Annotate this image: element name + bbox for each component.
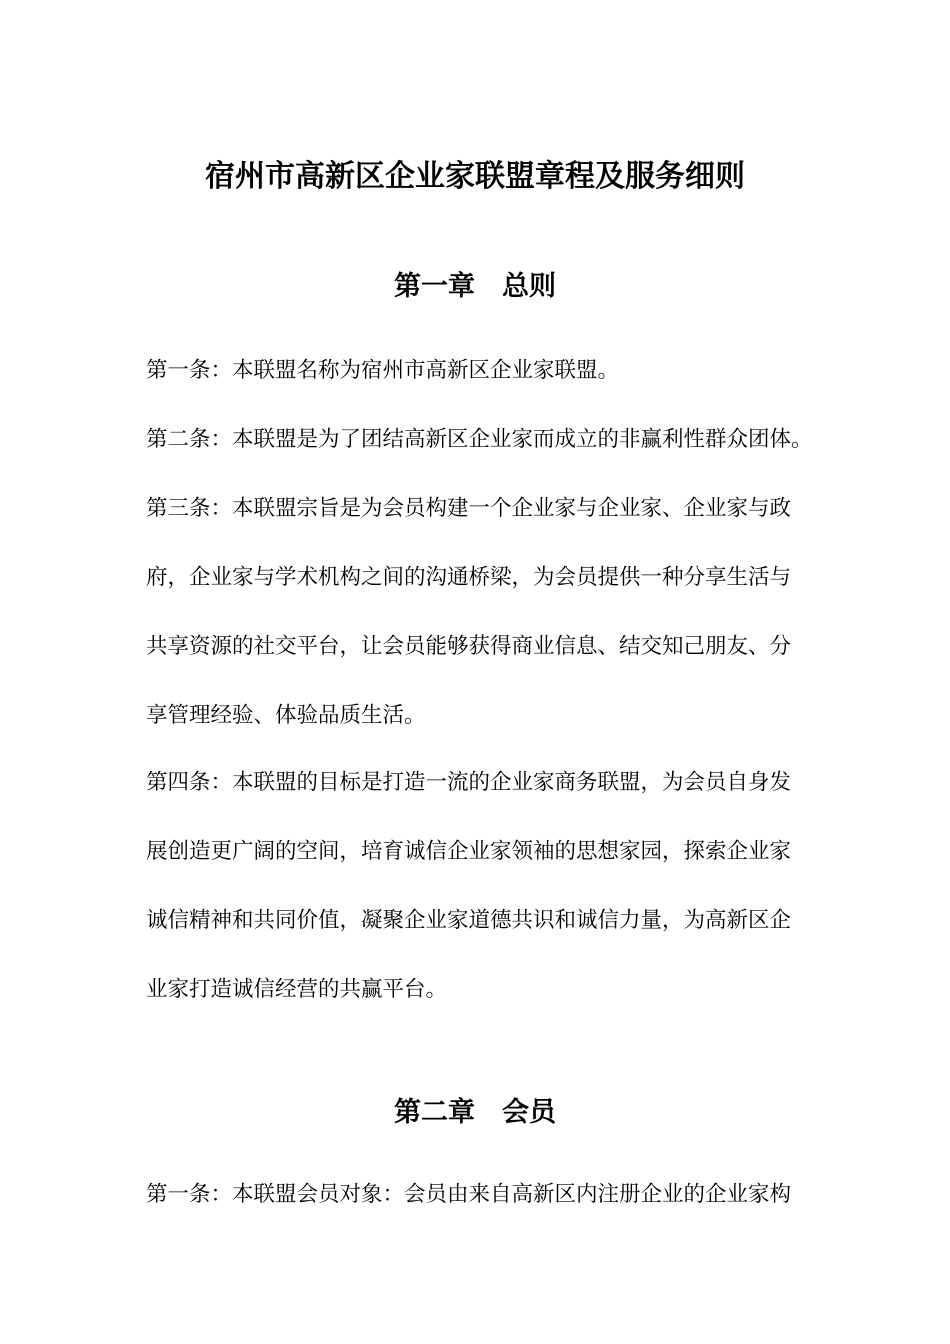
text-line: 第一条：本联盟名称为宿州市高新区企业家联盟。 bbox=[146, 358, 620, 383]
text-line: 第三条：本联盟宗旨是为会员构建一个企业家与企业家、企业家与政 bbox=[146, 496, 792, 521]
text-line: 第四条：本联盟的目标是打造一流的企业家商务联盟，为会员自身发 bbox=[146, 770, 792, 795]
text-line: 第二条：本联盟是为了团结高新区企业家而成立的非赢利性群众团体。 bbox=[146, 427, 813, 452]
chapter-heading-1: 第一章 总则 bbox=[394, 271, 556, 302]
text-line: 诚信精神和共同价值，凝聚企业家道德共识和诚信力量，为高新区企 bbox=[146, 908, 792, 933]
document-title: 宿州市高新区企业家联盟章程及服务细则 bbox=[205, 159, 745, 194]
text-line: 享管理经验、体验品质生活。 bbox=[146, 703, 426, 728]
text-line: 府，企业家与学术机构之间的沟通桥梁，为会员提供一种分享生活与 bbox=[146, 565, 792, 590]
text-line: 第一条：本联盟会员对象：会员由来自高新区内注册企业的企业家构 bbox=[146, 1182, 792, 1207]
text-line: 共享资源的社交平台，让会员能够获得商业信息、结交知己朋友、分 bbox=[146, 634, 792, 659]
text-line: 展创造更广阔的空间，培育诚信企业家领袖的思想家园，探索企业家 bbox=[146, 839, 792, 864]
text-line: 业家打造诚信经营的共赢平台。 bbox=[146, 977, 448, 1002]
chapter-heading-2: 第二章 会员 bbox=[394, 1097, 556, 1128]
